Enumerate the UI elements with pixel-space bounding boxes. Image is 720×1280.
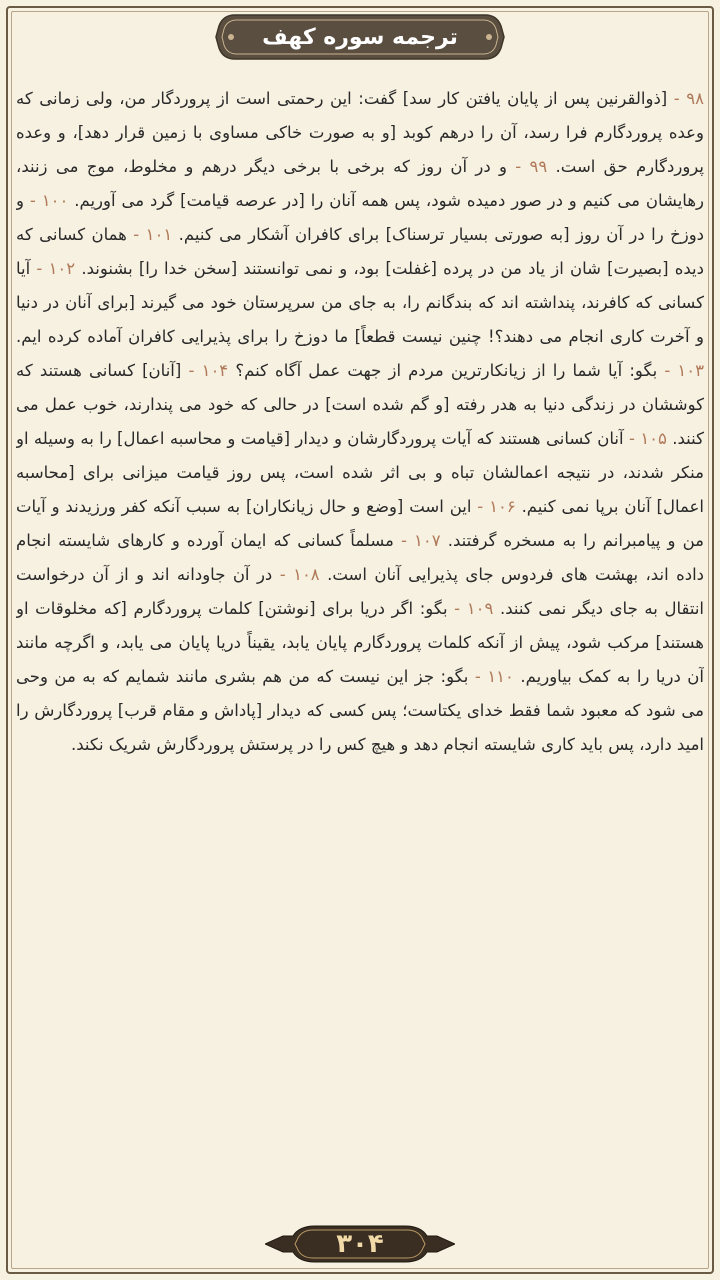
page-title: ترجمه سوره کهف bbox=[262, 24, 458, 50]
verse-text: این است [وضع و حال زیانکاران] به سبب آنکه کفر ورزیدند و آیات من و پیامبرانم را به مسخره گرفتند. bbox=[16, 497, 704, 550]
verse-text: بگو: آیا شما را از زیانکارترین مردم از جهت عمل آگاه کنم؟ bbox=[235, 361, 658, 380]
verse-text: و در آن روز که برخی با برخی دیگر درهم و مخلوط، موج می زنند، رهایشان می کنیم و در صور دمیده شود، پس همه آنان را [در عرصه قیامت] گرد می آوریم. bbox=[16, 157, 704, 210]
verse-number: ۹۹ - bbox=[506, 157, 548, 176]
verse-number: ۱۰۸ - bbox=[272, 565, 320, 584]
verse-text: در آن جاودانه اند و از آن درخواست انتقال به جای دیگر نمی کنند. bbox=[16, 565, 704, 618]
verse-number: ۱۰۷ - bbox=[393, 531, 441, 550]
translation-text bbox=[16, 82, 704, 1202]
page-number-banner bbox=[265, 1222, 455, 1266]
verse-number: ۹۸ - bbox=[667, 89, 704, 108]
verse-text: همان کسانی که دیده [بصیرت] شان از یاد من در پرده [غفلت] بود، و نمی توانستند [سخن خدا را] بشنوند. bbox=[16, 225, 704, 278]
verse-number: ۱۰۰ - bbox=[23, 191, 69, 210]
verse-number: ۱۰۵ - bbox=[623, 429, 667, 448]
verse-number: ۱۰۴ - bbox=[181, 361, 229, 380]
verse-text: و دوزخ را در آن روز [به صورتی بسیار ترسناک] برای کافران آشکار می کنیم. bbox=[16, 191, 704, 244]
verse-number: ۱۰۱ - bbox=[126, 225, 173, 244]
title-banner bbox=[215, 12, 505, 62]
verse-number: ۱۰۲ - bbox=[30, 259, 76, 278]
verse-text: [ذوالقرنین پس از پایان یافتن کار سد] گفت: این رحمتی است از پروردگار من، ولی زمانی که وعده پروردگارم فرا رسد، آن را درهم کوبد [و به صورت خاکی مساوی با زمین قرار دهد]، و وعده پروردگارم حق است. bbox=[16, 89, 704, 176]
verse-text: آیا کسانی که کافرند، پنداشته اند که بندگانم را، به جای من سرپرستان خود می گیرند [برای آنان در دنیا و آخرت کاری انجام می دهند؟! چنین نیست قطعاً] ما دوزخ را برای پذیرایی کافران آماده کرده ایم. bbox=[16, 259, 704, 346]
verse-number: ۱۱۰ - bbox=[468, 667, 514, 686]
verse-text: مسلماً کسانی که ایمان آورده و کارهای شایسته انجام داده اند، بهشت های فردوس جای پذیرایی آنان است. bbox=[16, 531, 704, 584]
verse-number: ۱۰۳ - bbox=[657, 361, 704, 380]
verse-number: ۱۰۹ - bbox=[447, 599, 494, 618]
verse-text: بگو: جز این نیست که من هم بشری مانند شمایم که به من وحی می شود که معبود شما فقط خدای یکتاست؛ پس کسی که دیدار [پاداش و مقام قرب] پروردگارش را امید دارد، پس باید کاری شایسته انجام دهد و هیچ کس را در پرستش پروردگارش شریک نکند. bbox=[16, 667, 704, 754]
verse-number: ۱۰۶ - bbox=[471, 497, 516, 516]
page-number: ۳۰۴ bbox=[336, 1229, 384, 1259]
verse-text: [آنان] کسانی هستند که کوششان در زندگی دنیا به هدر رفته [و گم شده است] در حالی که خود می پندارند، خوب عمل می کنند. bbox=[16, 361, 704, 448]
verse-text: بگو: اگر دریا برای [نوشتن] کلمات پروردگارم [که مخلوقات او هستند] مرکب شود، پیش از آنکه کلمات پروردگارم پایان یابد، یقیناً دریا پایان می یابد، و اگرچه مانند آن دریا را به کمک بیاوریم. bbox=[16, 599, 704, 686]
verse-text: آنان کسانی هستند که آیات پروردگارشان و دیدار [قیامت و محاسبه اعمال] را به وسیله او منکر شدند، در نتیجه اعمالشان تباه و بی اثر شده است، پس روز قیامت میزانی برای [محاسبه اعمال] آنان برپا نمی کنیم. bbox=[16, 429, 704, 516]
